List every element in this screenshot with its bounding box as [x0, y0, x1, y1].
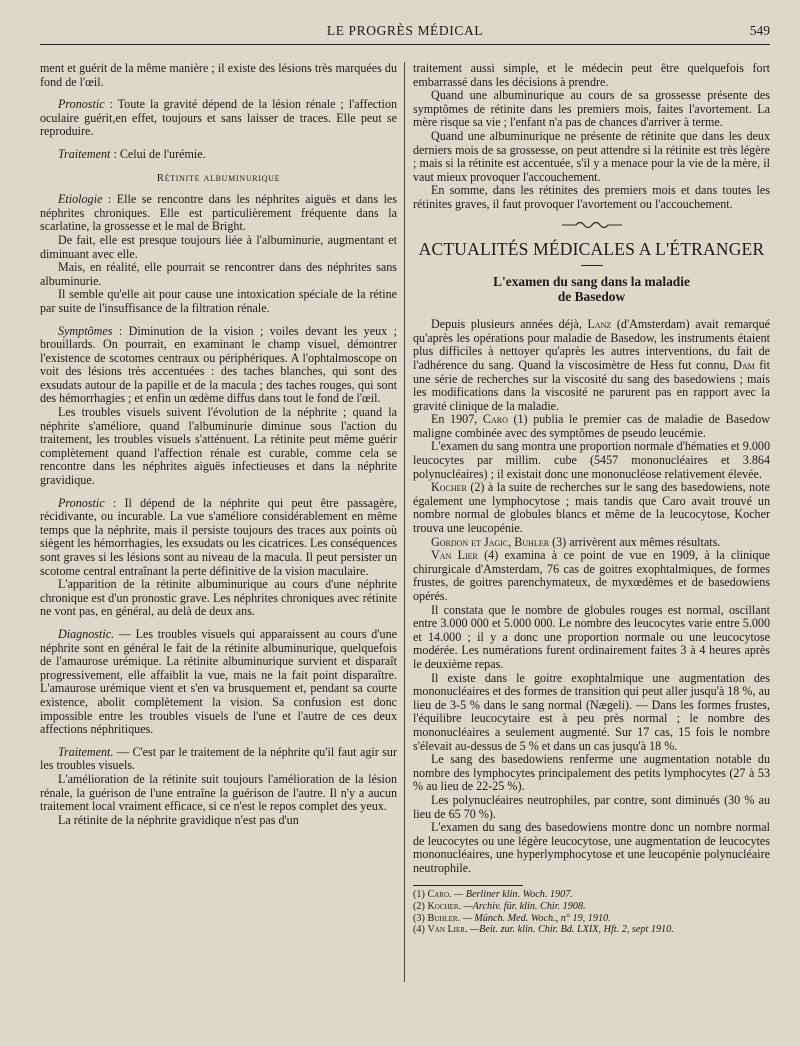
paragraph-prognostic: Pronostic : Toute la gravité dépend de la lésion rénale ; l'affection oculaire guérit,en effet, toujours et sans laisser de traces. Elle peut se reproduire. — [40, 97, 397, 139]
author-name: Van Lier — [431, 548, 478, 563]
footnote-rule — [413, 885, 523, 886]
treatment-label: Traitement. — [58, 744, 114, 759]
symptoms-label: Symptômes — [58, 323, 113, 338]
section-heading: Rétinite albuminurique — [156, 171, 281, 184]
paragraph: L'apparition de la rétinite albuminurique au cours d'une néphrite chronique est d'un pronostic grave. Les néphrites chroniques avec rétinite ne vont pas, en général, au delà de deux ans. — [40, 577, 397, 619]
section-title: ACTUALITÉS MÉDICALES A L'ÉTRANGER — [418, 239, 765, 260]
paragraph-diagnostic: Diagnostic. — Les troubles visuels qui apparaissent au cours d'une néphrite sont en général le fait de la rétinite albuminurique, quelquefois de l'amaurose urémique. La rétinite albuminurique survient et disparaît progressivement, elle affaiblit la vue, mais ne la fait point disparaître. L'amaurose urémique vient et s'en va brusquement et, pendant sa courte existence, abolit complètement la vision. Sa confusion est donc impossible entre les troubles visuels de l'une et l'autre de ces deux affections néphritiques. — [40, 626, 397, 737]
footnote: (2) Kocher. —Archiv. für. klin. Chir. 1908. — [413, 901, 586, 913]
ornament-divider — [413, 220, 770, 234]
footnote: (4) Van Lier. —Beit. zur. klin. Chir. Bd. LXIX, Hft. 2, sept 1910. — [413, 924, 674, 936]
paragraph: L'examen du sang montra une proportion normale d'hématies et 9.000 leucocytes par millim. cube (5457 mononucléaires et 3.864 polynucléaires) ; il existait donc une mononucléose relativement élevée. — [413, 439, 770, 481]
paragraph: L'examen du sang des basedowiens montre donc un nombre normal de leucocytes ou une légère leucocytose, une augmentation de leucocytes mononucléaires, une hyperlymphocytose et une leucopénie polynucléaire neutrophile. — [413, 820, 770, 875]
paragraph-etiology: Etiologie : Elle se rencontre dans les néphrites aiguës et dans les néphrites chroniques. Elle est particulièrement fréquente dans la scarlatine, la grossesse et le mal de Bright. — [40, 192, 397, 234]
title-rule — [581, 265, 603, 266]
prognostic-label: Pronostic — [58, 495, 105, 510]
author-name: Dam — [733, 357, 755, 372]
paragraph: Les troubles visuels suivent l'évolution de la néphrite ; quand la néphrite s'améliore, quand l'albuminurie diminue sous l'action du traitement, les troubles visuels s'atténuent. La rétinite peut même guérir complètement quand l'affection rénale est curable, comme cela se rencontre dans les néphrites aiguës infectieuses et dans la néphrite gravidique. — [40, 405, 397, 488]
footnotes — [413, 889, 770, 935]
paragraph: Quand une albuminurique ne présente de rétinite que dans les deux derniers mois de sa grossesse, on peut attendre si la rétinite est très légère ; mais si la rétinite est accentuée, s'il y a menace pour la vie de la mère, il vaut mieux provoquer l'accouchement. — [413, 128, 770, 184]
right-column — [413, 62, 770, 1037]
paragraph-symptoms: Symptômes : Diminution de la vision ; voiles devant les yeux ; brouillards. On pourrait, en examinant le champ visuel, démontrer l'existence de scotomes centraux ou périphériques. A l'ophtalmoscope on voit des lésions très accentuées : des taches blanches, qui sont des exsudats autour de la papille et de la macula ; des taches rouges, qui sont des hémorrhagies ; et enfin un œdème diffus dans tout le fond de l'œil. — [40, 323, 397, 406]
paragraph: ment et guérit de la même manière ; il existe des lésions très marquées du fond de l'œil. — [40, 62, 397, 89]
ornament-icon — [562, 220, 622, 230]
journal-title: LE PROGRÈS MÉDICAL — [326, 23, 484, 38]
paragraph: Mais, en réalité, elle pourrait se rencontrer dans des néphrites sans albuminurie. — [40, 260, 397, 288]
page-number: 549 — [749, 23, 770, 38]
paragraph: En somme, dans les rétinites des premiers mois et dans toutes les rétinites graves, il faut provoquer l'avortement ou l'accouchement. — [413, 183, 770, 211]
prognostic-label: Pronostic — [58, 97, 105, 112]
paragraph-treatment: Traitement : Celui de l'urémie. — [58, 146, 206, 161]
diagnostic-label: Diagnostic. — [58, 626, 115, 641]
paragraph-prognostic-2: Pronostic : Il dépend de la néphrite qui peut être passagère, récidivante, ou incurable. La vue s'améliore considérablement en même temps que la néphrite, mais il persiste toujours des traces aux points où siègent les hémorrhagies, les exsudats ou les cicatrices. Les conséquences sont graves si les lésions sont au niveau de la macula. Il peut persister un scotome central entraînant la perte définitive de la vision maculaire. — [40, 495, 397, 578]
paragraph-treatment-2: Traitement. — C'est par le traitement de la néphrite qu'il faut agir sur les troubles visuels. — [40, 744, 397, 773]
page-header — [40, 22, 770, 45]
etiology-label: Etiologie — [58, 192, 103, 207]
left-column — [40, 62, 397, 1037]
paragraph: Il semble qu'elle ait pour cause une intoxication spéciale de la rétine par suite de l'insuffisance de la filtration rénale. — [40, 287, 397, 315]
column-divider — [404, 62, 405, 982]
author-name: Caro — [482, 412, 508, 427]
author-name: Lanz — [587, 317, 612, 332]
author-name: Kocher — [431, 480, 467, 495]
paragraph: La rétinite de la néphrite gravidique n'est pas d'un — [58, 812, 299, 827]
paragraph: De fait, elle est presque toujours liée à l'albuminurie, augmentant et diminuant avec elle. — [40, 232, 397, 261]
paragraph: Van Lier (4) examina à ce point de vue en 1909, à la clinique chirurgicale d'Amsterdam, 76 cas de goitres exophtalmiques, de formes frustes, de goitres parenchymateux, de myxœdèmes et de basedowiens opérés. — [413, 548, 770, 603]
treatment-label: Traitement — [58, 146, 111, 161]
paragraph: Kocher (2) à la suite de recherches sur le sang des basedowiens, note également une lymphocytose ; mais tandis que Caro avait trouvé un nombre normal de globules blancs et même de la leucocytose, Kocher trouva une leucopénie. — [413, 480, 770, 536]
paragraph: Il existe dans le goitre exophtalmique une augmentation des mononucléaires et des formes de transition qui peut aller jusqu'à 18 %, au lieu de 3-5 % dans le sang normal (Nægeli). — Dans les formes frustes, l'équilibre leucocytaire est à peu près normal ; le nombre des mononucléaires a seulement augmenté. Sur 17 cas, 15 fois le nombre s'élevait au-dessus de 5 % et dans un cas jusqu'à 18 %. — [413, 670, 770, 753]
footnote: (1) Caro. — Berliner klin. Woch. 1907. — [413, 889, 573, 901]
footnote: (3) Buhler. — Münch. Med. Woch., n° 19, 1910. — [413, 912, 611, 924]
paragraph: Les polynucléaires neutrophiles, par contre, sont diminués (30 % au lieu de 65 70 %). — [413, 792, 770, 821]
article-subtitle: L'examen du sang dans la maladie de Basedow — [493, 274, 690, 305]
paragraph: traitement aussi simple, et le médecin peut être quelquefois fort embarrassé dans les décisions à prendre. — [413, 62, 770, 89]
paragraph: Le sang des basedowiens renferme une augmentation notable du nombre des lymphocytes principalement des petits lymphocytes (27 à 53 % au lieu de 22-25 %). — [413, 752, 770, 794]
paragraph: Gordon et Jagic, Buhler (3) arrivèrent aux mêmes résultats. — [431, 534, 721, 549]
paragraph: En 1907, Caro (1) publia le premier cas de maladie de Basedow maligne combinée avec des symptômes de pseudo leucémie. — [413, 412, 770, 440]
paragraph: Depuis plusieurs années déjà, Lanz (d'Amsterdam) avait remarqué qu'après les opérations pour maladie de Basedow, les instruments étaient plus difficiles à nettoyer qu'après les autres interventions, du fait de l'adhérence du sang. Quand la viscosimètre de Hess fut connu, Dam fit une série de recherches sur la viscosité du sang des basedowiens ; mais les modifications dans la viscosité ne parurent pas en rapport avec la gravité clinique de la maladie. — [413, 317, 770, 413]
paragraph: Quand une albuminurique au cours de sa grossesse présente des symptômes de rétinite dans les premiers mois, faites l'avortement. La mère risque sa vie ; l'enfant n'a pas de chances d'arriver à terme. — [413, 88, 770, 130]
paragraph: L'amélioration de la rétinite suit toujours l'amélioration de la lésion rénale, la guérison de l'une entraîne la guérison de l'autre. Il n'y a aucun traitement local vraiment efficace, si ce n'est le repos complet des yeux. — [40, 771, 397, 814]
author-name: Gordon et Jagic, Buhler — [431, 534, 550, 549]
paragraph: Il constata que le nombre de globules rouges est normal, oscillant entre 3.000 000 et 5.000 000. Le nombre des leucocytes varie entre 5.000 et 14.000 ; il y a donc une proportion normale ou une leucocytose modérée. Les numérations furent ordinairement faites 3 à 4 heures après le deuxième repas. — [413, 602, 770, 671]
